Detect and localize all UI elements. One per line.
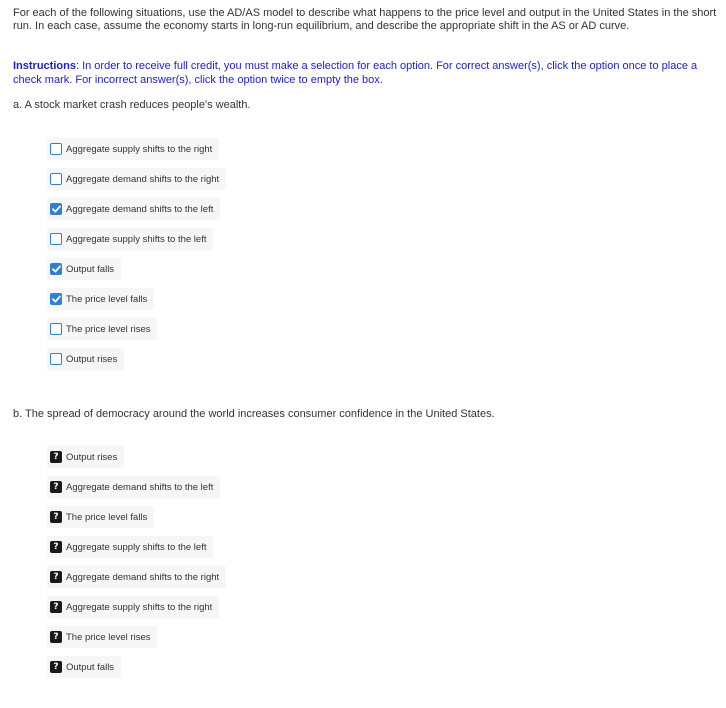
- question-mark-icon[interactable]: ?: [50, 661, 62, 673]
- question-mark-icon[interactable]: ?: [50, 511, 62, 523]
- option-label: Output falls: [66, 661, 115, 673]
- option-part_b-5[interactable]: [47, 596, 219, 618]
- option-part_b-0[interactable]: [47, 446, 124, 468]
- option-part_a-4[interactable]: [47, 258, 121, 280]
- question-mark-icon[interactable]: ?: [50, 541, 62, 553]
- option-label: The price level falls: [66, 511, 148, 523]
- option-label: Aggregate demand shifts to the left: [66, 481, 214, 493]
- intro-paragraph: For each of the following situations, use the AD/AS model to describe what happens to the price level and output in the United States in the short run. In each case, assume the economy starts in long-run equilibrium, and describe the appropriate shift in the AS or AD curve.: [13, 7, 717, 32]
- option-part_b-4[interactable]: [47, 566, 226, 588]
- question-mark-icon[interactable]: ?: [50, 601, 62, 613]
- checkmark-icon: [52, 205, 61, 213]
- question-mark-icon[interactable]: ?: [50, 571, 62, 583]
- option-label: Aggregate supply shifts to the right: [66, 601, 213, 613]
- checkbox-unchecked[interactable]: [50, 233, 62, 245]
- option-part_b-3[interactable]: [47, 536, 213, 558]
- checkbox-checked[interactable]: [50, 203, 62, 215]
- question-mark-icon[interactable]: ?: [50, 631, 62, 643]
- option-part_a-5[interactable]: [47, 288, 154, 310]
- checkbox-unchecked[interactable]: [50, 173, 62, 185]
- instructions-text: : In order to receive full credit, you must make a selection for each option. For correct answer(s), click the option once to place a check mark. For incorrect answer(s), click the option twice to empty the box.: [13, 60, 698, 86]
- option-part_b-6[interactable]: [47, 626, 157, 648]
- option-part_a-2[interactable]: [47, 198, 220, 220]
- option-part_b-2[interactable]: [47, 506, 154, 528]
- question-b-prompt: b. The spread of democracy around the world increases consumer confidence in the United States.: [13, 408, 495, 420]
- option-label: Output rises: [66, 451, 118, 463]
- option-label: Aggregate demand shifts to the right: [66, 173, 220, 185]
- option-label: Aggregate supply shifts to the right: [66, 143, 213, 155]
- option-part_b-1[interactable]: [47, 476, 220, 498]
- instructions-label: Instructions: [13, 60, 76, 72]
- instructions-paragraph: [13, 59, 721, 87]
- checkbox-checked[interactable]: [50, 263, 62, 275]
- checkmark-icon: [52, 295, 61, 303]
- option-label: Aggregate demand shifts to the left: [66, 203, 214, 215]
- question-mark-icon[interactable]: ?: [50, 451, 62, 463]
- option-part_a-7[interactable]: [47, 348, 124, 370]
- option-label: Aggregate supply shifts to the left: [66, 233, 207, 245]
- option-part_a-3[interactable]: [47, 228, 213, 250]
- checkbox-checked[interactable]: [50, 293, 62, 305]
- option-part_a-1[interactable]: [47, 168, 226, 190]
- option-part_b-7[interactable]: [47, 656, 121, 678]
- option-label: Aggregate demand shifts to the right: [66, 571, 220, 583]
- checkbox-unchecked[interactable]: [50, 143, 62, 155]
- option-part_a-6[interactable]: [47, 318, 157, 340]
- option-label: The price level rises: [66, 323, 151, 335]
- option-label: The price level falls: [66, 293, 148, 305]
- checkbox-unchecked[interactable]: [50, 353, 62, 365]
- option-label: Aggregate supply shifts to the left: [66, 541, 207, 553]
- question-mark-icon[interactable]: ?: [50, 481, 62, 493]
- option-label: The price level rises: [66, 631, 151, 643]
- question-a-prompt: a. A stock market crash reduces people's wealth.: [13, 99, 251, 111]
- checkmark-icon: [52, 265, 61, 273]
- option-label: Output falls: [66, 263, 115, 275]
- option-label: Output rises: [66, 353, 118, 365]
- option-part_a-0[interactable]: [47, 138, 219, 160]
- checkbox-unchecked[interactable]: [50, 323, 62, 335]
